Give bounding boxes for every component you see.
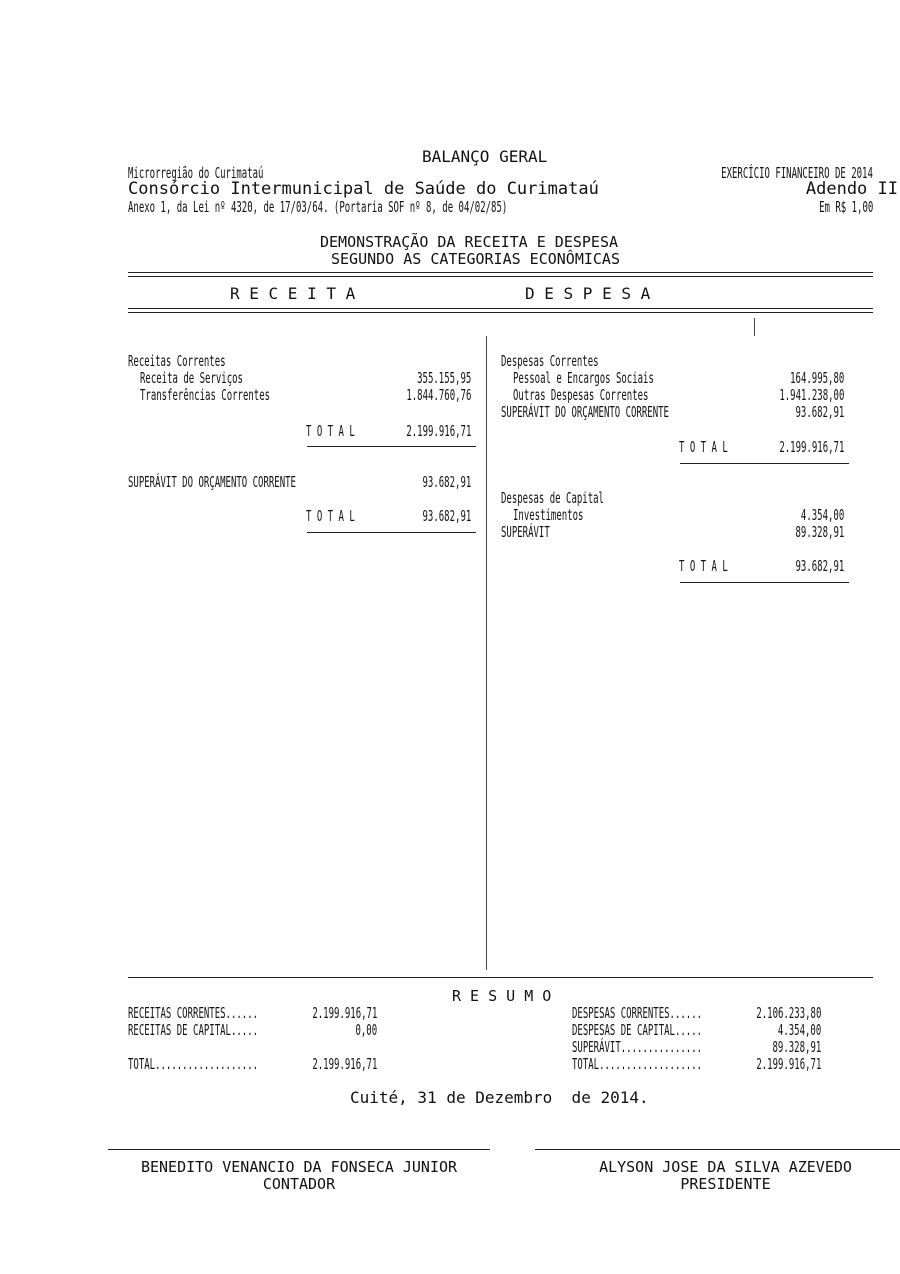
legal-ref-wrap bbox=[128, 199, 760, 217]
r-supv-wrap bbox=[390, 474, 471, 492]
receita-total1-label: T O T A L bbox=[306, 422, 355, 440]
d-t1v-wrap bbox=[736, 439, 844, 457]
region-label: Microrregião do Curimataú bbox=[128, 164, 264, 182]
receita-total2-rule bbox=[307, 532, 476, 533]
receitas-correntes-title: Receitas Correntes bbox=[128, 352, 226, 370]
outras-despesas-value: 1.941.238,00 bbox=[778, 386, 844, 404]
signature-line-2 bbox=[535, 1149, 900, 1150]
d-supv-wrap bbox=[763, 404, 844, 422]
despesa-total2-value: 93.682,91 bbox=[795, 557, 844, 575]
receita-total1-rule bbox=[307, 446, 476, 447]
rs3v-wrap bbox=[269, 1056, 377, 1074]
resumo-despesas-correntes-label: DESPESAS CORRENTES...... bbox=[572, 1004, 703, 1022]
receita-total1-value: 2.199.916,71 bbox=[405, 422, 471, 440]
resumo-despesas-correntes-value: 2.106.233,80 bbox=[755, 1004, 821, 1022]
despesa-total2-label: T O T A L bbox=[679, 557, 728, 575]
receita-total2-value: 93.682,91 bbox=[422, 507, 471, 525]
double-rule-top bbox=[128, 272, 873, 277]
resumo-despesas-total-value: 2.199.916,71 bbox=[755, 1055, 821, 1073]
resumo-receitas-correntes-label: RECEITAS CORRENTES...... bbox=[128, 1004, 259, 1022]
receita-column-header: R E C E I T A bbox=[230, 284, 356, 303]
resumo-receitas-correntes-value: 2.199.916,71 bbox=[311, 1004, 377, 1022]
resumo-superavit-label: SUPERÁVIT............... bbox=[572, 1038, 703, 1056]
resumo-receitas-total-label: TOTAL................... bbox=[128, 1055, 259, 1073]
adendo-label: Adendo II bbox=[805, 179, 898, 199]
r-sup-wrap bbox=[128, 474, 408, 492]
currency-wrap bbox=[783, 199, 873, 217]
resumo-title: R E S U M O bbox=[452, 987, 552, 1005]
d-t2l-wrap bbox=[679, 558, 760, 576]
pessoal-encargos-label: Pessoal e Encargos Sociais bbox=[513, 369, 654, 387]
despesa-superavit-label: SUPERÁVIT DO ORÇAMENTO CORRENTE bbox=[501, 403, 669, 421]
resumo-receitas-capital-value: 0,00 bbox=[355, 1021, 377, 1039]
d-sup2-wrap bbox=[501, 524, 582, 542]
double-rule-bottom bbox=[128, 308, 873, 313]
transferencias-correntes-label: Transferências Correntes bbox=[140, 386, 271, 404]
subtitle-line1: DEMONSTRAÇÃO DA RECEITA E DESPESA bbox=[320, 233, 619, 251]
r-v2-wrap bbox=[363, 387, 471, 405]
despesa-total1-value: 2.199.916,71 bbox=[778, 438, 844, 456]
outras-despesas-label: Outras Despesas Correntes bbox=[513, 386, 649, 404]
d-sup2v-wrap bbox=[763, 524, 844, 542]
rs2v-wrap bbox=[341, 1022, 377, 1040]
despesa-column-header: D E S P E S A bbox=[525, 284, 651, 303]
despesa-total1-rule bbox=[680, 463, 849, 464]
ds4v-wrap bbox=[713, 1056, 821, 1074]
pessoal-encargos-value: 164.995,80 bbox=[789, 369, 844, 387]
receita-superavit-value: 93.682,91 bbox=[422, 473, 471, 491]
resumo-rule bbox=[128, 977, 873, 978]
r-t1v-wrap bbox=[363, 423, 471, 441]
transferencias-correntes-value: 1.844.760,76 bbox=[405, 386, 471, 404]
tick-mark bbox=[754, 318, 755, 336]
signature-line-1 bbox=[108, 1149, 490, 1150]
investimentos-label: Investimentos bbox=[513, 506, 584, 524]
d-sup-wrap bbox=[501, 404, 781, 422]
place-date: Cuité, 31 de Dezembro de 2014. bbox=[350, 1088, 649, 1107]
legal-reference: Anexo 1, da Lei nº 4320, de 17/03/64. (Portaria SOF nº 8, de 04/02/85) bbox=[128, 198, 508, 216]
resumo-receitas-capital-label: RECEITAS DE CAPITAL..... bbox=[128, 1021, 259, 1039]
receita-superavit-label: SUPERÁVIT DO ORÇAMENTO CORRENTE bbox=[128, 473, 296, 491]
despesa-total2-rule bbox=[680, 582, 849, 583]
entity-name: Consórcio Intermunicipal de Saúde do Curimataú bbox=[128, 179, 599, 199]
resumo-despesas-capital-value: 4.354,00 bbox=[777, 1021, 821, 1039]
resumo-receitas-total-value: 2.199.916,71 bbox=[311, 1055, 377, 1073]
report-title: BALANÇO GERAL bbox=[422, 147, 548, 166]
receita-servicos-value: 355.155,95 bbox=[416, 369, 471, 387]
signatory-1-name: BENEDITO VENANCIO DA FONSECA JUNIOR bbox=[140, 1158, 458, 1176]
signatory-2-name: ALYSON JOSE DA SILVA AZEVEDO bbox=[599, 1158, 852, 1176]
despesa-total1-label: T O T A L bbox=[679, 438, 728, 456]
fiscal-year: EXERCÍCIO FINANCEIRO DE 2014 bbox=[721, 164, 873, 182]
resumo-superavit-value: 89.328,91 bbox=[772, 1038, 821, 1056]
r-t2v-wrap bbox=[390, 508, 471, 526]
column-divider bbox=[486, 336, 487, 970]
despesa-superavit-value: 93.682,91 bbox=[795, 403, 844, 421]
despesas-correntes-title: Despesas Correntes bbox=[501, 352, 599, 370]
investimentos-value: 4.354,00 bbox=[800, 506, 844, 524]
resumo-despesas-total-label: TOTAL................... bbox=[572, 1055, 703, 1073]
currency-note: Em R$ 1,00 bbox=[818, 198, 873, 216]
despesa-superavit2-label: SUPERÁVIT bbox=[501, 523, 550, 541]
despesas-capital-title: Despesas de Capital bbox=[501, 489, 604, 507]
rs2-wrap bbox=[128, 1022, 345, 1040]
subtitle-line2: SEGUNDO AS CATEGORIAS ECONÔMICAS bbox=[331, 250, 620, 268]
receita-servicos-label: Receita de Serviços bbox=[140, 369, 243, 387]
resumo-despesas-capital-label: DESPESAS DE CAPITAL..... bbox=[572, 1021, 703, 1039]
r-i2-wrap bbox=[140, 387, 357, 405]
signatory-2-role: PRESIDENTE bbox=[680, 1175, 771, 1193]
receita-total2-label: T O T A L bbox=[306, 507, 355, 525]
d-t2v-wrap bbox=[763, 558, 844, 576]
signatory-1-role: CONTADOR bbox=[262, 1175, 336, 1193]
r-t2l-wrap bbox=[306, 508, 387, 526]
despesa-superavit2-value: 89.328,91 bbox=[795, 523, 844, 541]
